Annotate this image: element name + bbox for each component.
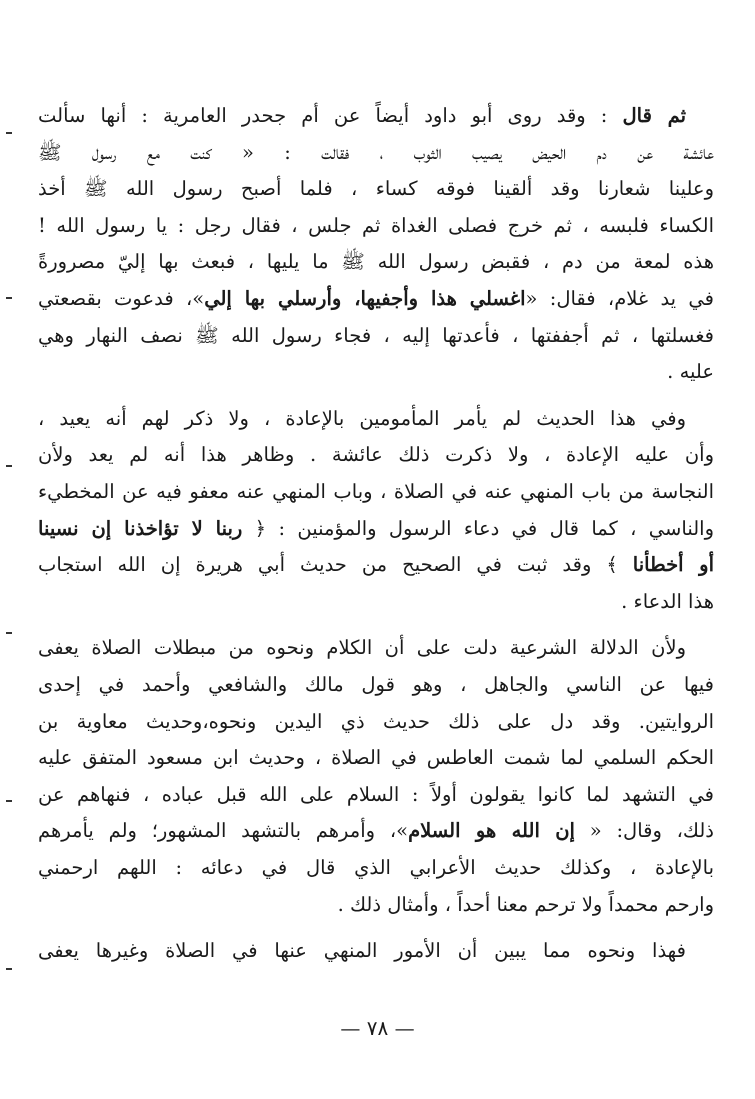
text-run: : وقد روى أبو داود أيضاً عن أم جحدر العامرية : أنها سألت <box>38 104 623 127</box>
text-line <box>38 281 714 317</box>
page-number: — ٧٨ — <box>340 1016 415 1040</box>
text-line <box>38 401 686 437</box>
text-line <box>38 813 714 849</box>
text-run: في التشهد لما كانوا يقولون أولاً : السلام على الله قبل عباده ، فنهاهم عن <box>38 782 714 806</box>
text-line <box>38 887 714 923</box>
text-run: الروايتين. وقد دل على ذلك حديث ذي اليدين ونحوه،وحديث معاوية بن <box>38 709 714 733</box>
text-line <box>38 511 714 547</box>
text-line <box>38 98 686 134</box>
bold-text: ربنا لا تؤاخذنا إن نسينا <box>38 516 243 540</box>
text-run: بالإعادة ، وكذلك حديث الأعرابي الذي قال في دعائه : اللهم ارحمني <box>38 856 714 879</box>
text-run: وعلينا شعارنا وقد ألقينا فوقه كساء ، فلما أصبح رسول الله ﷺ أخذ <box>38 177 714 201</box>
text-line <box>38 740 714 776</box>
bold-text: ثم قال <box>622 104 686 127</box>
text-run: هذه لمعة من دم ، فقبض رسول الله ﷺ ما يليها ، فبعث بها إليّ مصرورةً <box>38 250 714 274</box>
bold-text: أو أخطأنا <box>632 553 714 577</box>
margin-mark <box>6 297 12 299</box>
text-run: فغسلتها ، ثم أجففتها ، فأعدتها إليه ، فجاء رسول الله ﷺ نصف النهار وهي <box>38 323 714 347</box>
text-run: وارحم محمداً ولا ترحم معنا أحداً ، وأمثال ذلك . <box>337 892 714 916</box>
book-page <box>38 98 714 1058</box>
text-run: وأن عليه الإعادة ، ولا ذكرت ذلك عائشة . وظاهر هذا أنه لم يعد ولأن <box>38 443 714 467</box>
text-run: »، فدعوت بقصعتي <box>38 287 205 310</box>
text-line <box>38 667 714 703</box>
text-line <box>38 704 714 740</box>
text-line <box>38 547 714 583</box>
margin-mark <box>6 968 12 970</box>
text-line <box>38 933 686 969</box>
margin-mark <box>6 465 12 467</box>
text-run: ولأن الدلالة الشرعية دلت على أن الكلام ونحوه من مبطلات الصلاة يعفى <box>38 636 686 660</box>
text-run: عليه . <box>667 360 714 384</box>
text-run: ذلك، وقال: « <box>574 819 714 843</box>
text-run: »، وأمرهم بالتشهد المشهور؛ ولم يأمرهم <box>38 819 409 843</box>
bold-text: إن الله هو السلام <box>408 819 575 843</box>
text-run: والناسي ، كما قال في دعاء الرسول والمؤمنين : ﴿ <box>242 516 714 540</box>
text-run: الكساء فلبسه ، ثم خرج فصلى الغداة ثم جلس ، فقال رجل : يا رسول الله ! <box>38 213 714 237</box>
bold-text: اغسلي هذا وأجفيها، وأرسلي بها إلي <box>204 287 526 310</box>
text-run: وفي هذا الحديث لم يأمر المأمومين بالإعادة ، ولا ذكر لهم أنه يعيد ، <box>38 406 686 430</box>
text-line <box>38 354 714 390</box>
text-line <box>38 208 714 244</box>
text-run: فهذا ونحوه مما يبين أن الأمور المنهي عنها في الصلاة وغيرها يعفى <box>38 939 686 963</box>
text-line <box>38 630 686 666</box>
text-line <box>38 437 714 473</box>
text-run: هذا الدعاء . <box>621 589 714 613</box>
text-run: ﴾ وقد ثبت في الصحيح من حديث أبي هريرة إن الله استجاب <box>38 553 633 577</box>
margin-mark <box>6 632 12 634</box>
text-line <box>38 135 714 171</box>
margin-mark <box>6 132 12 134</box>
text-run: عائشة عن دم الحيض يصيب الثوب ، فقالت : « كنت مع رسول ﷺ <box>38 140 714 164</box>
text-line <box>38 850 714 886</box>
text-line <box>38 777 714 813</box>
text-line <box>38 318 714 354</box>
text-run: في يد غلام، فقال: « <box>525 287 714 310</box>
text-line <box>38 171 714 207</box>
text-line <box>38 584 714 620</box>
text-line <box>38 244 714 280</box>
margin-mark <box>6 800 12 802</box>
text-line <box>38 474 714 510</box>
text-run: الحكم السلمي لما شمت العاطس في الصلاة ، وحديث ابن مسعود المتفق عليه <box>38 746 714 770</box>
text-run: النجاسة من باب المنهي عنه في الصلاة ، وباب المنهي عنه معفو فيه عن المخطيء <box>38 480 714 503</box>
text-run: فيها عن الناسي والجاهل ، وهو قول مالك والشافعي وأحمد في إحدى <box>38 673 714 696</box>
